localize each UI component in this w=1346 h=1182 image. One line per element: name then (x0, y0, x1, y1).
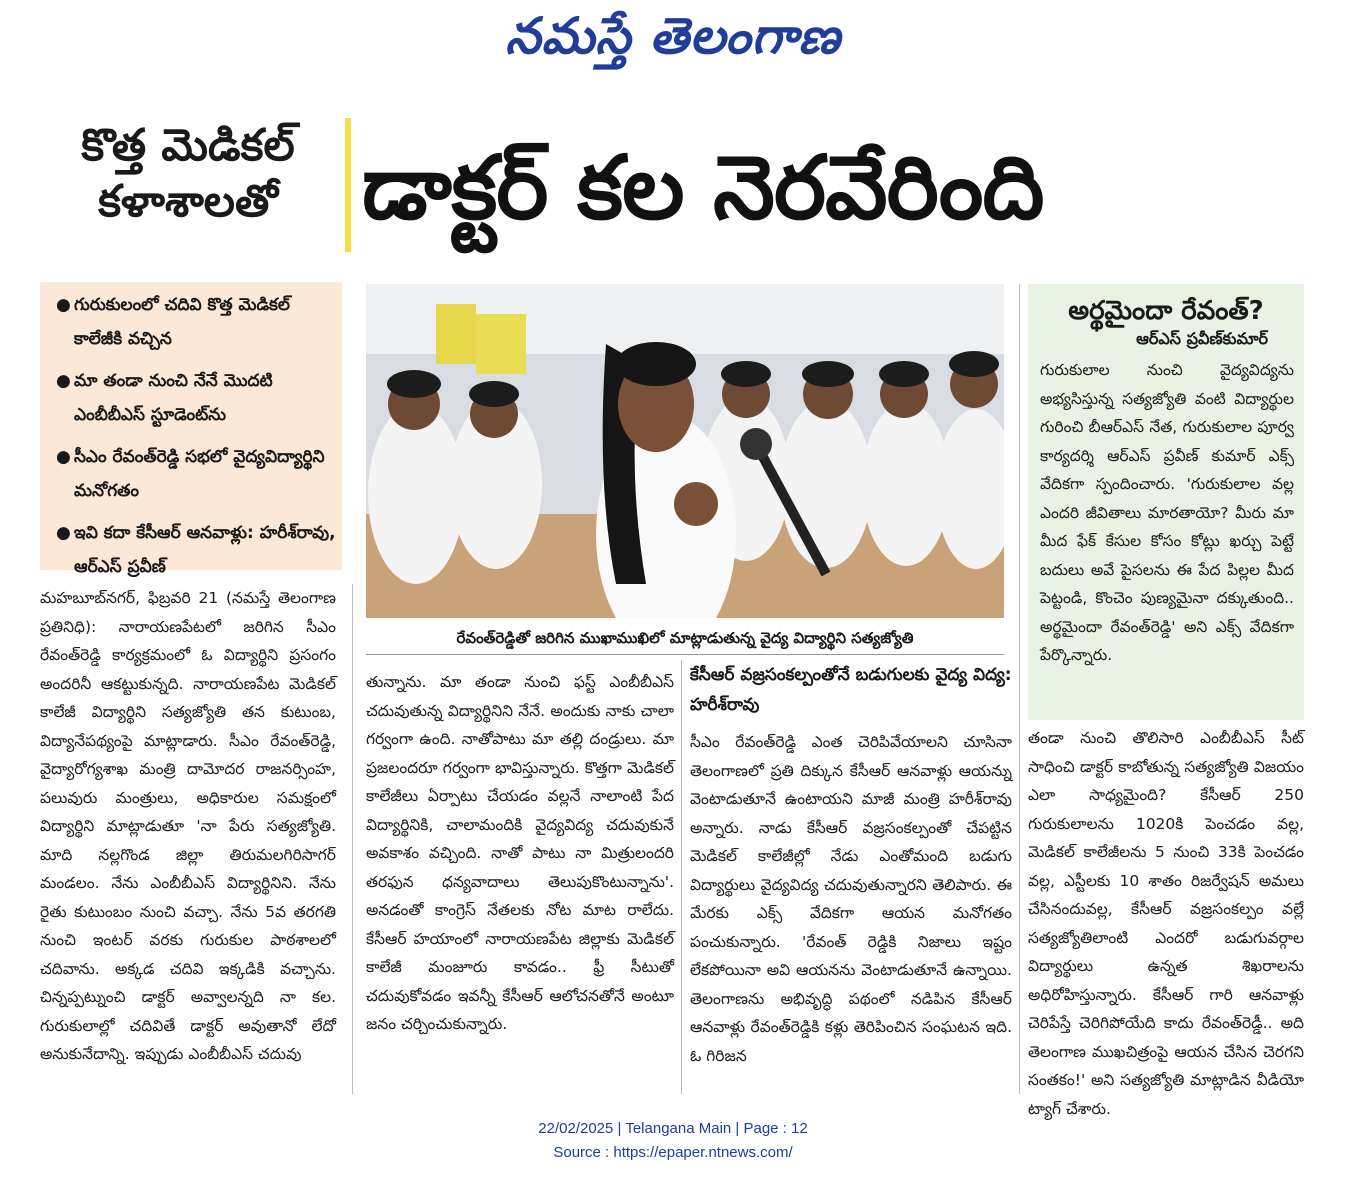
highlight-item: ● మా తండా నుంచి నేనే మొదటి ఎంబీబీఎస్ స్టూడెంట్‌ను (40, 364, 342, 432)
column-rule (681, 660, 682, 1094)
column-text: మహబూబ్‌నగర్, ఫిబ్రవరి 21 (నమస్తే తెలంగాణ ప్రతినిధి): నారాయణపేటలో జరిగిన సీఎం రేవంత్‌రెడ్డి కార్యక్రమంలో ఓ విద్యార్థిని ప్రసంగం అందరినీ ఆకట్టుకున్నది. నారాయణపేట మెడికల్ కాలేజీ విద్యార్థిని సత్యజ్యోతి తన కుటుంబ, విద్యానేపథ్యంపై మాట్లాడారు. సీఎం రేవంత్‌రెడ్డి, వైద్యారోగ్యశాఖ మంత్రి దామోదర రాజనర్సింహ, పలువురు మంత్రులు, అధికారుల సమక్షంలో విద్యార్థిని మాట్లాడుతూ 'నా పేరు సత్యజ్యోతి. మాది నల్లగొండ జిల్లా తిరుమలగిరిసాగర్ మండలం. నేను ఎంబీబీఎస్ విద్యార్థినిని. నేను రైతు కుటుంబం నుంచి వచ్చా. నేను 5వ తరగతి నుంచి ఇంటర్ వరకు గురుకుల పాఠశాలలో చదివాను. అక్కడ చదివి ఇక్కడికి వచ్చాను. చిన్నప్పట్నుంచి డాక్టర్ అవ్వాలన్నది నా కల. గురుకులాల్లో చదివితే డాక్టర్ అవుతానో లేదో అనుకునేదాన్ని. ఇప్పుడు ఎంబీబీఎస్ చదువు (40, 589, 336, 1063)
column-rule (352, 584, 353, 1094)
article-column-1 (40, 584, 336, 1069)
footer-date-page: 22/02/2025 | Telangana Main | Page : 12 (538, 1120, 808, 1137)
photo-caption: రేవంత్‌రెడ్డితో జరిగిన ముఖాముఖిలో మాట్లాడుతున్న వైద్య విద్యార్థిని సత్యజ్యోతి (366, 622, 1004, 655)
highlight-item: ● ఇవి కదా కేసీఆర్ ఆనవాళ్లు: హరీశ్‌రావు, ఆర్ఎస్ ప్రవీణ్ (40, 516, 342, 584)
highlight-item: ● గురుకులంలో చదివి కొత్త మెడికల్ కాలేజీకి వచ్చిన (40, 288, 342, 356)
column-text: తండా నుంచి తొలిసారి ఎంబీబీఎస్ సీట్ సాధించి డాక్టర్ కాబోతున్న సత్యజ్యోతి విజయం ఎలా సాధ్యమైంది? కేసీఆర్ 250 గురుకులాలను 1020కి పెంచడం వల్ల, మెడికల్ కాలేజీలను 5 నుంచి 33కి పెంచడం వల్ల, ఎస్టీలకు 10 శాతం రిజర్వేషన్ అమలు చేసినందువల్ల, కేసీఆర్ వజ్రసంకల్పం వల్లే సత్యజ్యోతిలాంటి ఎందరో బడుగువర్గాల విద్యార్థులు ఉన్నత శిఖరాలను అధిరోహిస్తున్నారు. కేసీఆర్ గారి ఆనవాళ్లు చెరిపేస్తే చెరిగిపోయేది కాదు రేవంత్‌రెడ్డీ.. అది తెలంగాణ ముఖచిత్రంపై ఆయన చేసిన చెరగని సంతకం!' అని సత్యజ్యోతి మాట్లాడిన వీడియో ట్యాగ్ చేశారు. (1028, 729, 1304, 1118)
bullet-icon: ● (56, 523, 71, 543)
bullet-icon: ● (56, 295, 71, 315)
sidebar-box (1028, 284, 1304, 720)
students-photo-illustration (366, 284, 1004, 618)
column-rule (1019, 284, 1020, 1094)
highlights-box (40, 282, 342, 577)
main-headline: డాక్టర్ కల నెరవేరింది (362, 136, 1044, 239)
sidebar-body: గురుకులాల నుంచి వైద్యవిద్యను అభ్యసిస్తున్న సత్యజ్యోతి వంటి విద్యార్థుల గురించి బీఆర్ఎస్ నేత, గురుకులాల పూర్వ కార్యదర్శి ఆర్ఎస్ ప్రవీణ్ కుమార్ ఎక్స్ వేదికగా స్పందించారు. 'గురుకులాల వల్ల ఎందరి జీవితాలు మారతాయో? మీరు మా మీద ఫేక్ కేసుల కోసం కోట్లు ఖర్చు పెట్టే బదులు అవే పైసలను ఈ పేద పిల్లల మీద పెట్టండి, కొంచెం పుణ్యమైనా దక్కుతుంది.. అర్థమైందా రేవంత్‌రెడ్డి' అని ఎక్స్ వేదికగా పేర్కొన్నారు. (1040, 361, 1294, 664)
highlight-item: ● సీఎం రేవంత్‌రెడ్డి సభలో వైద్యవిద్యార్థిని మనోగతం (40, 440, 342, 508)
kicker-divider (345, 118, 351, 252)
column-subhead: కేసీఆర్ వజ్రసంకల్పంతోనే బడుగులకు వైద్య విద్య: హరీశ్‌రావు (690, 665, 1012, 715)
column-text: తున్నాను. మా తండా నుంచి ఫస్ట్ ఎంబీబీఎస్ చదువుతున్న విద్యార్థినిని నేనే. అందుకు నాకు చాలా గర్వంగా ఉంది. నాతోపాటు మా తల్లి దండ్రులు. మా ప్రజలందరూ గర్వంగా భావిస్తున్నారు. కొత్తగా మెడికల్ కాలేజీలు ఏర్పాటు చేయడం వల్లనే నాలాంటి పేద విద్యార్థినికి, చాలామందికి వైద్యవిద్య చదువుకునే అవకాశం వచ్చింది. నాతో పాటు నా మిత్రులందరి తరఫున ధన్యవాదాలు తెలుపుకొంటున్నాను'. అనడంతో కాంగ్రెస్ నేతలకు నోట మాట రాలేదు. కేసీఆర్ హయాంలో నారాయణపేట జిల్లాకు మెడికల్ కాలేజీ మంజూరు కావడం.. ఫ్రీ సీటుతో చదువుకోవడం ఇవన్నీ కేసీఆర్ ఆలోచనతోనే అంటూ జనం చర్చించుకున్నారు. (366, 673, 674, 1033)
kicker-line-1: కొత్త మెడికల్ (81, 120, 295, 171)
footer-source[interactable]: Source : https://epaper.ntnews.com/ (553, 1144, 793, 1161)
headline-kicker (38, 118, 338, 230)
kicker-line-2: కళాశాలతో (98, 176, 278, 227)
article-column-2 (366, 668, 674, 1039)
sidebar-byline: ఆర్ఎస్ ప్రవీణ్‌కుమార్ (1136, 329, 1268, 348)
news-photo (366, 284, 1004, 618)
article-column-4 (1028, 724, 1304, 1123)
article-column-3 (690, 660, 1012, 1070)
column-text: సీఎం రేవంత్‌రెడ్డి ఎంత చెరిపివేయాలని చూసినా తెలంగాణలో ప్రతి దిక్కున కేసీఆర్ ఆనవాళ్లు ఆయన్ను వెంటాడుతూనే ఉంటాయని మాజీ మంత్రి హరీశ్‌రావు అన్నారు. నాడు కేసీఆర్ వజ్రసంకల్పంతో చేపట్టిన మెడికల్ కాలేజీల్లో నేడు ఎంతోమంది బడుగు విద్యార్థులు వైద్యవిద్య చదువుతున్నారని తెలిపారు. ఈ మేరకు ఎక్స్ వేదికగా ఆయన మనోగతం పంచుకున్నారు. 'రేవంత్ రెడ్డికి నిజాలు ఇష్టం లేకపోయినా అవి ఆయనను వెంటాడుతూనే ఉన్నాయి. తెలంగాణను అభివృద్ధి పథంలో నడిపిన కేసీఆర్ ఆనవాళ్లు రేవంత్‌రెడ్డికి కళ్లు తెరిపించిన సంఘటన ఇది. ఓ గిరిజన (690, 733, 1012, 1065)
bullet-icon: ● (56, 447, 71, 467)
bullet-icon: ● (56, 371, 71, 391)
newspaper-masthead: నమస్తే తెలంగాణ (505, 6, 841, 65)
sidebar-title: అర్థమైందా రేవంత్? (1068, 296, 1264, 326)
